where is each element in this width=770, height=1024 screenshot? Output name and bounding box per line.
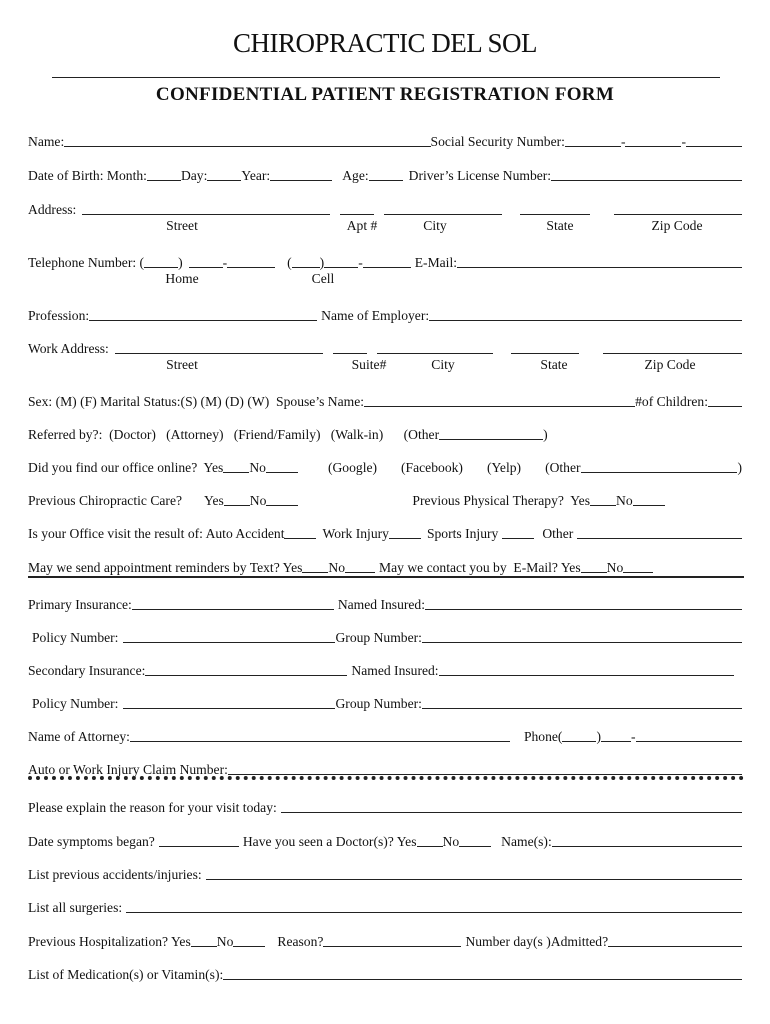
contact-email-yes-field[interactable] bbox=[581, 572, 607, 573]
cell-line-field[interactable] bbox=[363, 267, 411, 268]
attorney-prefix-field[interactable] bbox=[601, 741, 631, 742]
primary-insurance-label: Primary Insurance: bbox=[28, 597, 132, 612]
age-field[interactable] bbox=[369, 180, 403, 181]
surgeries-field[interactable] bbox=[126, 912, 742, 913]
names-label: Name(s): bbox=[501, 834, 552, 849]
other-option[interactable]: (Other bbox=[545, 460, 581, 475]
reason-q-label: Reason? bbox=[277, 934, 324, 949]
no-label: No bbox=[216, 934, 234, 949]
named-insured-label: Named Insured: bbox=[337, 597, 426, 612]
work-city-field[interactable] bbox=[377, 353, 493, 354]
row-surgeries bbox=[28, 896, 742, 916]
paren: ) bbox=[737, 460, 742, 475]
prev-pt-label: Previous Physical Therapy? Yes bbox=[412, 493, 591, 508]
other-label: Other bbox=[542, 526, 574, 541]
symptoms-label: Date symptoms began? bbox=[28, 834, 155, 849]
medications-label: List of Medication(s) or Vitamin(s): bbox=[28, 967, 224, 982]
row-reminders bbox=[28, 556, 742, 576]
row-sex-marital bbox=[28, 390, 742, 410]
row-work-address bbox=[28, 337, 742, 357]
row-prev-care bbox=[28, 489, 742, 509]
online-other-field[interactable] bbox=[581, 472, 738, 473]
prev-chiro-yes-field[interactable] bbox=[224, 505, 250, 506]
hospitalization-yes-field[interactable] bbox=[191, 946, 217, 947]
reason-field[interactable] bbox=[281, 812, 742, 813]
prev-accidents-field[interactable] bbox=[206, 879, 742, 880]
row-prev-accidents bbox=[28, 863, 742, 883]
facebook-option[interactable]: (Facebook) bbox=[401, 460, 463, 475]
yelp-option[interactable]: (Yelp) bbox=[486, 460, 522, 475]
hospitalization-label: Previous Hospitalization? Yes bbox=[28, 934, 191, 949]
form-title: CONFIDENTIAL PATIENT REGISTRATION FORM bbox=[155, 84, 615, 105]
work-zip-field[interactable] bbox=[603, 353, 742, 354]
paren: ) bbox=[319, 255, 325, 270]
work-suite-field[interactable] bbox=[333, 353, 367, 354]
home-prefix-field[interactable] bbox=[189, 267, 223, 268]
row-dob bbox=[28, 164, 742, 184]
yes-label: Yes bbox=[204, 493, 224, 508]
primary-insurance-field[interactable] bbox=[132, 609, 334, 610]
seen-doctor-no-field[interactable] bbox=[459, 846, 491, 847]
dob-day-label: Day: bbox=[180, 168, 208, 183]
group-number-label: Group Number: bbox=[335, 696, 422, 711]
home-caption: Home bbox=[165, 271, 199, 286]
contact-email-no-field[interactable] bbox=[623, 572, 653, 573]
address-street-field[interactable] bbox=[82, 214, 330, 215]
dob-year-field[interactable] bbox=[270, 180, 332, 181]
row-online bbox=[28, 456, 742, 476]
primary-policy-field[interactable] bbox=[123, 642, 335, 643]
home-area-code-field[interactable] bbox=[144, 267, 178, 268]
work-zip-caption: Zip Code bbox=[644, 357, 696, 372]
reason-label: Please explain the reason for your visit today: bbox=[28, 800, 277, 815]
address-city-field[interactable] bbox=[384, 214, 502, 215]
work-street-field[interactable] bbox=[115, 353, 323, 354]
days-admitted-field[interactable] bbox=[608, 946, 742, 947]
address-apt-field[interactable] bbox=[340, 214, 374, 215]
children-field[interactable] bbox=[708, 406, 742, 407]
cell-prefix-field[interactable] bbox=[324, 267, 358, 268]
sports-injury-label: Sports Injury bbox=[426, 526, 499, 541]
drivers-license-field[interactable] bbox=[551, 180, 742, 181]
reminders-no-field[interactable] bbox=[345, 572, 375, 573]
phone-label: Phone( bbox=[523, 729, 563, 744]
sports-injury-field[interactable] bbox=[502, 538, 534, 539]
no-label: No bbox=[249, 460, 266, 475]
name-field[interactable] bbox=[64, 146, 430, 147]
doctor-names-field[interactable] bbox=[552, 846, 742, 847]
work-state-caption: State bbox=[540, 357, 568, 372]
visit-result-label: Is your Office visit the result of: Auto Accident bbox=[28, 526, 285, 541]
row-visit-result bbox=[28, 522, 742, 542]
attorney-field[interactable] bbox=[130, 741, 510, 742]
dob-month-field[interactable] bbox=[147, 180, 181, 181]
work-street-caption: Street bbox=[166, 357, 198, 372]
section-divider-dotted bbox=[28, 776, 744, 780]
row-reason bbox=[28, 796, 742, 816]
google-option[interactable]: (Google) bbox=[327, 460, 378, 475]
address-zip-field[interactable] bbox=[614, 214, 742, 215]
cell-area-code-field[interactable] bbox=[292, 267, 320, 268]
section-divider bbox=[28, 576, 744, 578]
hospitalization-no-field[interactable] bbox=[233, 946, 265, 947]
contact-email-label: May we contact you by E-Mail? Yes bbox=[379, 560, 581, 575]
online-label: Did you find our office online? Yes bbox=[28, 460, 224, 475]
secondary-insurance-field[interactable] bbox=[145, 675, 347, 676]
prev-pt-yes-field[interactable] bbox=[590, 505, 616, 506]
no-label: No bbox=[606, 560, 624, 575]
row-referred bbox=[28, 423, 742, 443]
seen-doctor-label: Have you seen a Doctor(s)? Yes bbox=[242, 834, 417, 849]
primary-named-insured-field[interactable] bbox=[425, 609, 742, 610]
ssn-dash: - bbox=[681, 134, 686, 149]
sex-marital-label: Sex: (M) (F) Marital Status:(S) (M) (D) (W) Spouse’s Name: bbox=[28, 394, 365, 409]
email-label: E-Mail: bbox=[414, 255, 458, 270]
surgeries-label: List all surgeries: bbox=[28, 900, 123, 915]
paren: ( bbox=[287, 255, 292, 270]
work-city-caption: City bbox=[431, 357, 455, 372]
apt-caption: Apt # bbox=[346, 218, 378, 233]
phone-dash: - bbox=[630, 729, 636, 744]
row-hospitalization bbox=[28, 930, 742, 950]
attorney-label: Name of Attorney: bbox=[28, 729, 130, 744]
prev-chiro-label: Previous Chiropractic Care? bbox=[28, 493, 183, 508]
row-primary-policy bbox=[28, 626, 742, 646]
address-label: Address: bbox=[28, 202, 77, 217]
cell-caption: Cell bbox=[311, 271, 335, 286]
address-state-field[interactable] bbox=[520, 214, 590, 215]
title-divider bbox=[52, 77, 720, 78]
dob-day-field[interactable] bbox=[207, 180, 241, 181]
telephone-label: Telephone Number: ( bbox=[28, 255, 145, 270]
suite-caption: Suite# bbox=[351, 357, 387, 372]
no-label: No bbox=[616, 493, 633, 508]
reminders-label: May we send appointment reminders by Text? Yes bbox=[28, 560, 303, 575]
claim-field[interactable] bbox=[228, 774, 742, 775]
ssn-field-1[interactable] bbox=[565, 146, 621, 147]
prev-pt-no-field[interactable] bbox=[633, 505, 665, 506]
medications-field[interactable] bbox=[223, 979, 742, 980]
paren: ) bbox=[178, 255, 183, 270]
phone-dash: - bbox=[358, 255, 363, 270]
prev-chiro-no-field[interactable] bbox=[266, 505, 298, 506]
auto-accident-field[interactable] bbox=[284, 538, 316, 539]
work-injury-field[interactable] bbox=[389, 538, 421, 539]
paren: ) bbox=[596, 729, 601, 744]
employer-field[interactable] bbox=[429, 320, 742, 321]
drivers-license-label: Driver’s License Number: bbox=[408, 168, 552, 183]
prev-accidents-label: List previous accidents/injuries: bbox=[28, 867, 202, 882]
employer-label: Name of Employer: bbox=[321, 308, 430, 323]
visit-other-field[interactable] bbox=[577, 538, 742, 539]
work-injury-label: Work Injury bbox=[322, 526, 389, 541]
row-attorney bbox=[28, 725, 742, 745]
profession-field[interactable] bbox=[89, 320, 317, 321]
children-label: #of Children: bbox=[635, 394, 708, 409]
days-admitted-label: Number day(s )Admitted? bbox=[465, 934, 609, 949]
row-secondary-insurance bbox=[28, 659, 742, 679]
policy-number-label: Policy Number: bbox=[32, 630, 119, 645]
ssn-field-3[interactable] bbox=[686, 146, 742, 147]
ssn-field-2[interactable] bbox=[625, 146, 681, 147]
dob-month-label: Date of Birth: Month: bbox=[28, 168, 147, 183]
row-claim bbox=[28, 758, 742, 778]
home-line-field[interactable] bbox=[227, 267, 275, 268]
no-label: No bbox=[442, 834, 460, 849]
name-label: Name: bbox=[28, 134, 65, 149]
primary-group-field[interactable] bbox=[422, 642, 742, 643]
age-label: Age: bbox=[342, 168, 369, 183]
group-number-label: Group Number: bbox=[335, 630, 422, 645]
symptoms-date-field[interactable] bbox=[159, 846, 239, 847]
claim-label: Auto or Work Injury Claim Number: bbox=[28, 762, 228, 777]
zip-caption: Zip Code bbox=[651, 218, 703, 233]
online-yes-field[interactable] bbox=[223, 472, 249, 473]
secondary-insurance-label: Secondary Insurance: bbox=[28, 663, 146, 678]
policy-number-label: Policy Number: bbox=[32, 696, 119, 711]
city-caption: City bbox=[423, 218, 447, 233]
row-name bbox=[28, 130, 742, 150]
row-profession bbox=[28, 304, 742, 324]
profession-label: Profession: bbox=[28, 308, 90, 323]
secondary-group-field[interactable] bbox=[422, 708, 742, 709]
online-no-field[interactable] bbox=[266, 472, 298, 473]
referred-other-field[interactable] bbox=[439, 439, 543, 440]
referred-label: Referred by?: (Doctor) (Attorney) (Friend/Family) (Walk-in) (Other bbox=[28, 427, 440, 442]
row-medications bbox=[28, 963, 742, 983]
dob-year-label: Year: bbox=[241, 168, 271, 183]
hospitalization-reason-field[interactable] bbox=[323, 946, 461, 947]
no-label: No bbox=[328, 560, 346, 575]
seen-doctor-yes-field[interactable] bbox=[417, 846, 443, 847]
row-primary-insurance bbox=[28, 593, 742, 613]
clinic-name: CHIROPRACTIC DEL SOL bbox=[232, 28, 538, 58]
no-label: No bbox=[249, 493, 267, 508]
row-secondary-policy bbox=[28, 692, 742, 712]
row-symptoms bbox=[28, 830, 742, 850]
phone-dash: - bbox=[222, 255, 228, 270]
row-telephone bbox=[28, 251, 742, 271]
spouse-name-field[interactable] bbox=[364, 406, 635, 407]
reminders-yes-field[interactable] bbox=[302, 572, 328, 573]
row-address bbox=[28, 198, 742, 218]
street-caption: Street bbox=[166, 218, 198, 233]
ssn-label: Social Security Number: bbox=[430, 134, 565, 149]
ssn-dash: - bbox=[620, 134, 626, 149]
paren: ) bbox=[543, 427, 548, 442]
work-address-label: Work Address: bbox=[28, 341, 109, 356]
secondary-policy-field[interactable] bbox=[123, 708, 335, 709]
email-field[interactable] bbox=[457, 267, 742, 268]
state-caption: State bbox=[546, 218, 574, 233]
work-state-field[interactable] bbox=[511, 353, 579, 354]
secondary-named-insured-field[interactable] bbox=[439, 675, 734, 676]
named-insured-label: Named Insured: bbox=[351, 663, 439, 678]
attorney-line-field[interactable] bbox=[636, 741, 742, 742]
attorney-area-code-field[interactable] bbox=[562, 741, 596, 742]
